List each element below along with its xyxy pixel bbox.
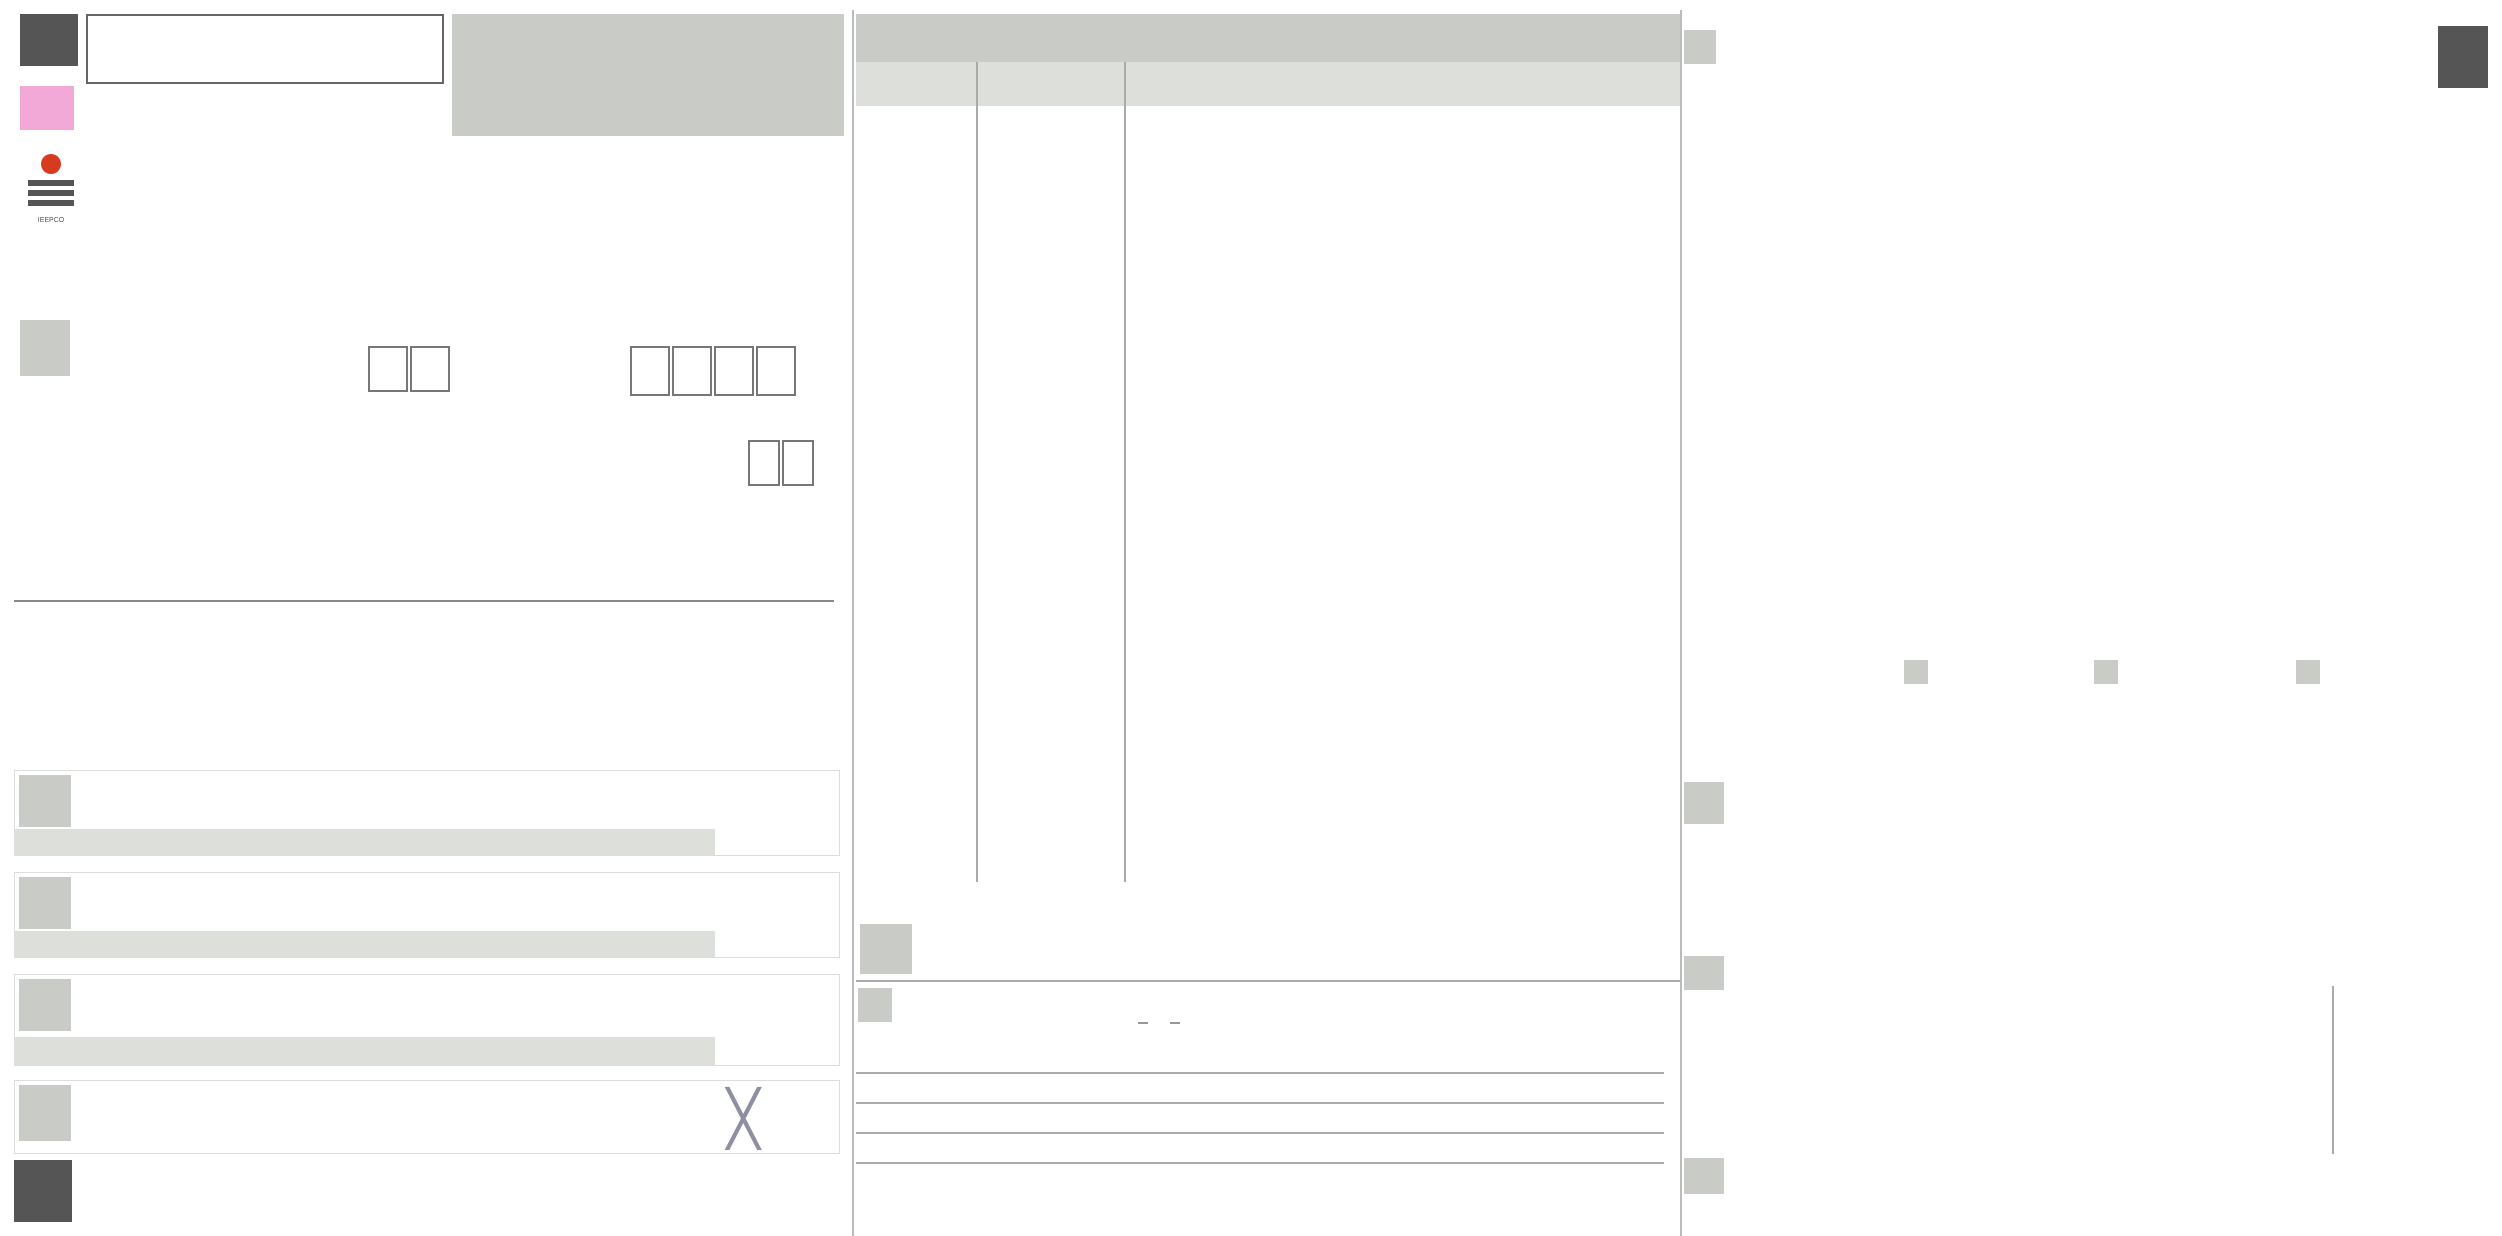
section-9-number	[1684, 30, 1716, 64]
section-4-number	[19, 979, 71, 1031]
form-title-block	[452, 14, 844, 136]
svg-text:IEEPCO: IEEPCO	[37, 217, 65, 224]
section-8	[856, 986, 1680, 1236]
section-2	[14, 770, 840, 856]
section-6-header	[856, 14, 1680, 62]
legend-2-number	[2094, 660, 2118, 684]
section-6-party-rows	[856, 106, 1680, 788]
casilla-digit	[782, 440, 814, 486]
section-8-number	[858, 988, 892, 1022]
section-1-number	[20, 320, 70, 376]
section-7	[856, 920, 1680, 982]
address-underline	[14, 600, 834, 602]
section-9-rep-rows	[1684, 110, 2492, 638]
section-9-legend	[1904, 660, 2494, 690]
incident-line	[856, 1162, 1664, 1164]
section-8-no[interactable]	[1170, 1022, 1180, 1024]
section-2-number	[19, 775, 71, 827]
left-column	[0, 0, 850, 1236]
section-7-number	[860, 924, 912, 974]
section-10-number	[1684, 782, 1724, 824]
section-11-signature-divider	[2332, 986, 2334, 1154]
section-4	[14, 974, 840, 1066]
right-column	[1684, 14, 2492, 1236]
incident-line	[856, 1072, 1664, 1074]
seccion-digit	[756, 346, 796, 396]
section-11-number	[1684, 956, 1724, 990]
seccion-digit	[714, 346, 754, 396]
section-3-letra-row	[15, 931, 715, 957]
distrito-digits	[368, 346, 452, 397]
folio-box	[86, 14, 444, 84]
legend-3-number	[2296, 660, 2320, 684]
section-12-number	[1684, 1158, 1724, 1194]
casilla-number-digits	[748, 440, 816, 491]
section-5	[14, 1080, 840, 1154]
column-separator	[852, 10, 854, 1236]
seccion-digits	[630, 346, 798, 401]
legend-1-number	[1904, 660, 1928, 684]
section-5-x-mark: ╳	[727, 1087, 761, 1150]
section-6-divider-2	[1124, 62, 1126, 882]
section-10-party-boxes	[1684, 840, 2492, 950]
section-2-letra-row	[15, 829, 715, 855]
seccion-digit	[672, 346, 712, 396]
registration-mark-bottom-left	[14, 1160, 72, 1222]
middle-column	[856, 14, 1680, 1236]
incident-line	[856, 1132, 1664, 1134]
section-5-number	[19, 1085, 71, 1141]
section-8-si[interactable]	[1138, 1022, 1148, 1024]
column-separator	[1680, 10, 1682, 1236]
registration-mark-top-left	[20, 14, 78, 66]
registration-mark-top-right	[2438, 26, 2488, 88]
serie-badge	[20, 86, 74, 130]
distrito-digit	[368, 346, 408, 392]
section-4-letra-row	[15, 1037, 715, 1065]
section-11-officials	[1684, 986, 2492, 1154]
casilla-digit	[748, 440, 780, 486]
section-3-number	[19, 877, 71, 929]
institute-logo-icon	[22, 150, 80, 230]
section-6-col-headers	[856, 62, 1680, 106]
distrito-digit	[410, 346, 450, 392]
seccion-digit	[630, 346, 670, 396]
section-3	[14, 872, 840, 958]
incident-line	[856, 1102, 1664, 1104]
section-6-divider-1	[976, 62, 978, 882]
